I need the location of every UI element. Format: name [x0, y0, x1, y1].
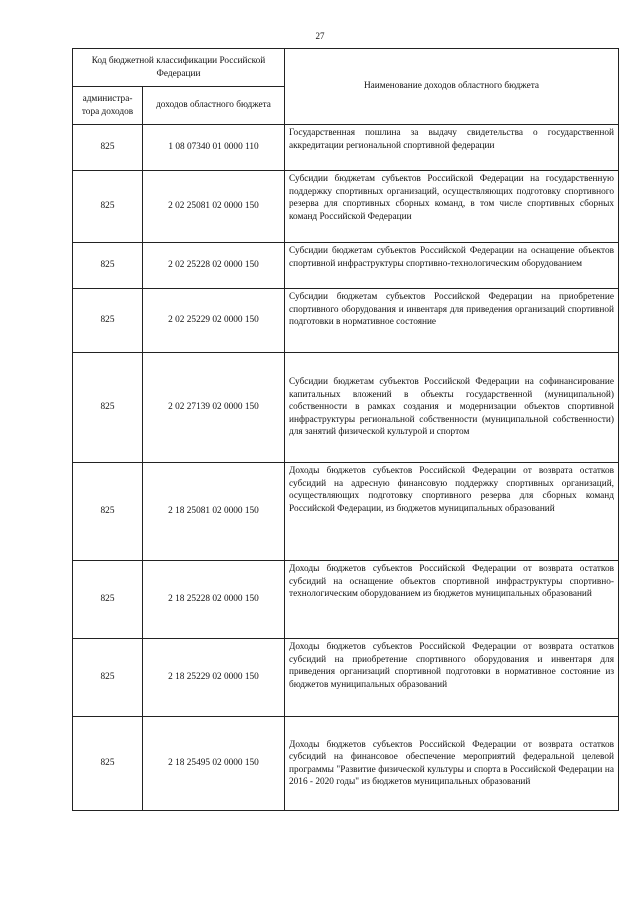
admin-code-cell: 825: [73, 289, 143, 353]
header-row-top: [73, 49, 619, 87]
table-row: [73, 289, 619, 353]
income-code-cell: 2 18 25495 02 0000 150: [143, 717, 285, 811]
income-name-cell: Субсидии бюджетам субъектов Российской Федерации на софинансирование капитальных вложений в объекты государственной (муниципальной) собственности в рамках создания и модернизации объектов спортивной инфраструктуры региональной собственности (муниципальной собственности) для занятий физической культурой и спортом: [285, 353, 619, 463]
income-code-cell: 1 08 07340 01 0000 110: [143, 125, 285, 171]
income-code-cell: 2 02 25228 02 0000 150: [143, 243, 285, 289]
table-row: [73, 639, 619, 717]
income-name-cell: Субсидии бюджетам субъектов Российской Федерации на государственную поддержку спортивных организаций, осуществляющих подготовку спортивного резерва для спортивных сборных команд, в том числе спортивных сборных команд Российской Федерации: [285, 171, 619, 243]
admin-code-cell: 825: [73, 463, 143, 561]
header-income: доходов областного бюджета: [143, 87, 285, 125]
table-row: [73, 717, 619, 811]
table-row: [73, 171, 619, 243]
income-name-cell: Доходы бюджетов субъектов Российской Федерации от возврата остатков субсидий на приобретение спортивного оборудования и инвентаря для приведения организаций спортивной подготовки в нормативное состояние из бюджетов муниципальных образований: [285, 639, 619, 717]
income-name-cell: Доходы бюджетов субъектов Российской Федерации от возврата остатков субсидий на оснащение объектов спортивной инфраструктуры спортивно-технологическим оборудованием из бюджетов муниципальных образований: [285, 561, 619, 639]
income-table: [72, 48, 619, 811]
admin-code-cell: 825: [73, 717, 143, 811]
income-code-cell: 2 02 27139 02 0000 150: [143, 353, 285, 463]
table-row: [73, 561, 619, 639]
income-name-cell: Субсидии бюджетам субъектов Российской Федерации на оснащение объектов спортивной инфраструктуры спортивно-технологическим оборудованием: [285, 243, 619, 289]
header-classification: Код бюджетной классификации Российской Федерации: [73, 49, 285, 87]
admin-code-cell: 825: [73, 639, 143, 717]
income-code-cell: 2 02 25229 02 0000 150: [143, 289, 285, 353]
admin-code-cell: 825: [73, 125, 143, 171]
income-name-cell: Доходы бюджетов субъектов Российской Федерации от возврата остатков субсидий на адресную финансовую поддержку спортивных организаций, осуществляющих подготовку спортивного резерва для сборных команд Российской Федерации, из бюджетов муниципальных образований: [285, 463, 619, 561]
admin-code-cell: 825: [73, 561, 143, 639]
table-row: [73, 243, 619, 289]
table-row: [73, 125, 619, 171]
table-row: [73, 463, 619, 561]
admin-code-cell: 825: [73, 243, 143, 289]
income-name-cell: Государственная пошлина за выдачу свидетельства о государственной аккредитации региональной спортивной федерации: [285, 125, 619, 171]
income-code-cell: 2 18 25228 02 0000 150: [143, 561, 285, 639]
income-name-cell: Доходы бюджетов субъектов Российской Федерации от возврата остатков субсидий на финансовое обеспечение мероприятий федеральной целевой программы "Развитие физической культуры и спорта в Российской Федерации на 2016 - 2020 годы" из бюджетов муниципальных образований: [285, 717, 619, 811]
admin-code-cell: 825: [73, 171, 143, 243]
admin-code-cell: 825: [73, 353, 143, 463]
page-number: 27: [315, 31, 325, 41]
income-code-cell: 2 02 25081 02 0000 150: [143, 171, 285, 243]
header-name: Наименование доходов областного бюджета: [285, 49, 619, 125]
income-code-cell: 2 18 25081 02 0000 150: [143, 463, 285, 561]
income-name-cell: Субсидии бюджетам субъектов Российской Федерации на приобретение спортивного оборудования и инвентаря для приведения организаций спортивной подготовки в нормативное состояние: [285, 289, 619, 353]
income-code-cell: 2 18 25229 02 0000 150: [143, 639, 285, 717]
header-admin: администра-тора доходов: [73, 87, 143, 125]
table-row: [73, 353, 619, 463]
